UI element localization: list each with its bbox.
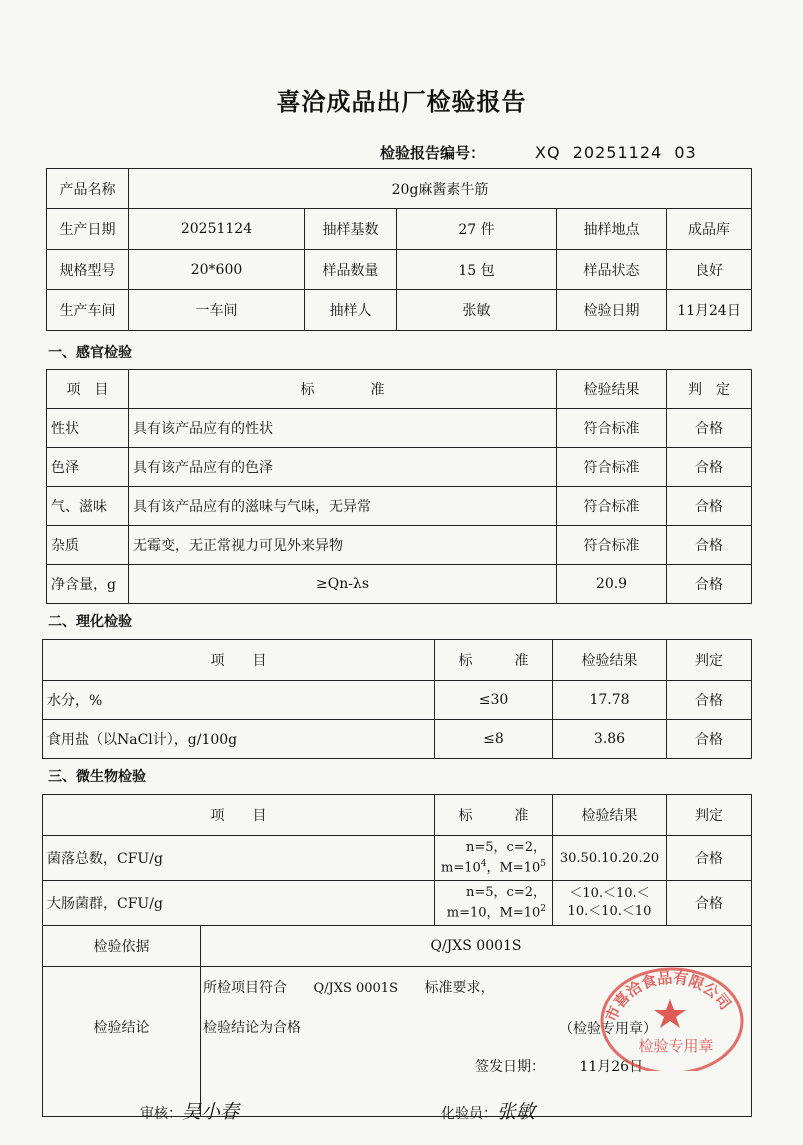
- sensory-standard: 具有该产品应有的滋味与气味，无异常: [129, 487, 557, 526]
- micro-result: 30.50.10.20.20: [553, 836, 667, 881]
- sampler-value: 张敏: [397, 290, 557, 331]
- inspect-date-label: 检验日期: [557, 290, 667, 331]
- micro-result-line2: 10.＜10.＜10: [567, 904, 652, 919]
- conclusion-line1-b: Q/JXS 0001S: [313, 981, 398, 996]
- micro-result: [553, 881, 667, 926]
- micro-standard-M: ，M=10: [486, 860, 541, 876]
- sensory-result: 符合标准: [557, 526, 667, 565]
- table-row: [43, 881, 752, 926]
- tester-signature: [441, 1097, 535, 1124]
- physchem-standard: ≤30: [435, 681, 553, 720]
- table-row: [47, 565, 752, 604]
- sensory-result: 符合标准: [557, 448, 667, 487]
- sensory-header-result: 检验结果: [557, 370, 667, 409]
- sensory-heading: 一、感官检验: [48, 345, 132, 361]
- table-row: [43, 681, 752, 720]
- reviewer-name: 吴小春: [182, 1101, 240, 1123]
- micro-result-line1: ＜10.＜10.＜: [569, 886, 650, 901]
- physchem-item: 水分，%: [43, 681, 435, 720]
- physchem-judge: 合格: [667, 720, 752, 759]
- seal-note: （检验专用章）: [559, 1021, 657, 1037]
- physchem-judge: 合格: [667, 681, 752, 720]
- conclusion-line1-c: 标准要求，: [424, 980, 495, 996]
- micro-heading: 三、微生物检验: [48, 769, 146, 785]
- report-title: 喜洽成品出厂检验报告: [276, 88, 527, 116]
- workshop-label: 生产车间: [47, 290, 129, 331]
- physchem-table: [42, 639, 752, 759]
- table-row: [43, 720, 752, 759]
- sensory-judge: 合格: [667, 409, 752, 448]
- sensory-judge: 合格: [667, 448, 752, 487]
- product-name-label: 产品名称: [47, 169, 129, 209]
- inspect-date-value: 11月24日: [667, 290, 752, 331]
- micro-standard-m-exp: 2: [540, 904, 546, 915]
- micro-standard: [435, 836, 553, 881]
- conclusion-label: 检验结论: [43, 967, 201, 1117]
- micro-standard-line2: [435, 901, 546, 921]
- sensory-header-item: 项 目: [47, 370, 129, 409]
- sensory-result: 符合标准: [557, 487, 667, 526]
- sample-state-label: 样品状态: [557, 250, 667, 290]
- tester-label: 化验员：: [441, 1106, 497, 1122]
- table-row: [47, 526, 752, 565]
- sensory-item: 净含量，g: [47, 565, 129, 604]
- conclusion-line1-a: 所检项目符合: [203, 980, 287, 996]
- sensory-judge: 合格: [667, 487, 752, 526]
- sensory-item: 色泽: [47, 448, 129, 487]
- sensory-item: 气、滋味: [47, 487, 129, 526]
- product-name-value: 20g麻酱素牛筋: [129, 169, 752, 209]
- spec-value: 20*600: [129, 250, 305, 290]
- physchem-result: 17.78: [553, 681, 667, 720]
- micro-item: 菌落总数，CFU/g: [43, 836, 435, 881]
- sample-place-label: 抽样地点: [557, 209, 667, 250]
- sensory-item: 杂质: [47, 526, 129, 565]
- table-row: [47, 487, 752, 526]
- physchem-item: 食用盐（以NaCl计），g/100g: [43, 720, 435, 759]
- sensory-standard: 无霉变，无正常视力可见外来异物: [129, 526, 557, 565]
- spec-label: 规格型号: [47, 250, 129, 290]
- sample-base-value: 27 件: [397, 209, 557, 250]
- sensory-judge: 合格: [667, 565, 752, 604]
- sensory-item: 性状: [47, 409, 129, 448]
- sensory-standard: ≥Qn-λs: [129, 565, 557, 604]
- micro-standard-m: m=10: [441, 860, 481, 876]
- sensory-header-judge: 判 定: [667, 370, 752, 409]
- production-date-value: 20251124: [129, 209, 305, 250]
- physchem-header-item: 项 目: [43, 640, 435, 681]
- sample-base-label: 抽样基数: [305, 209, 397, 250]
- inspection-seal-stamp: [596, 963, 744, 1071]
- sensory-header-standard: 标 准: [129, 370, 557, 409]
- micro-standard: [435, 881, 553, 926]
- micro-item: 大肠菌群，CFU/g: [43, 881, 435, 926]
- svg-text:市喜洽食品有限公司: 市喜洽食品有限公司: [601, 968, 735, 1025]
- basis-value: Q/JXS 0001S: [201, 926, 752, 967]
- conclusion-line1: [203, 977, 494, 997]
- micro-standard-line2: [435, 856, 546, 876]
- micro-header-item: 项 目: [43, 795, 435, 836]
- micro-standard-line1: n=5，c=2，: [466, 885, 546, 901]
- micro-standard-m: m=10，M=10: [446, 905, 541, 921]
- table-row: [47, 448, 752, 487]
- sample-qty-value: 15 包: [397, 250, 557, 290]
- conclusion-line2: 检验结论为合格: [203, 1020, 301, 1036]
- sensory-standard: 具有该产品应有的色泽: [129, 448, 557, 487]
- micro-standard-m-exp: 4: [480, 859, 487, 870]
- micro-judge: 合格: [667, 836, 752, 881]
- physchem-header-judge: 判定: [667, 640, 752, 681]
- sensory-result: 20.9: [557, 565, 667, 604]
- sample-place-value: 成品库: [667, 209, 752, 250]
- reviewer-signature: [140, 1097, 239, 1124]
- micro-header-result: 检验结果: [553, 795, 667, 836]
- production-date-label: 生产日期: [47, 209, 129, 250]
- report-number-value: XQ 20251124 03: [535, 143, 697, 162]
- issue-date-label: 签发日期：: [475, 1059, 545, 1075]
- sample-state-value: 良好: [667, 250, 752, 290]
- table-row: [47, 409, 752, 448]
- workshop-value: 一车间: [129, 290, 305, 331]
- micro-header-judge: 判定: [667, 795, 752, 836]
- sensory-judge: 合格: [667, 526, 752, 565]
- physchem-heading: 二、理化检验: [48, 614, 132, 630]
- physchem-result: 3.86: [553, 720, 667, 759]
- sensory-standard: 具有该产品应有的性状: [129, 409, 557, 448]
- micro-header-standard: 标 准: [435, 795, 553, 836]
- reviewer-label: 审核：: [140, 1106, 182, 1122]
- report-number-label: 检验报告编号：: [380, 144, 486, 162]
- product-info-table: [46, 168, 752, 331]
- tester-name: 张敏: [497, 1101, 536, 1123]
- svg-text:检验专用章: 检验专用章: [638, 1037, 714, 1055]
- table-row: [43, 836, 752, 881]
- sampler-label: 抽样人: [305, 290, 397, 331]
- micro-standard-M-exp: 5: [540, 859, 546, 870]
- sample-qty-label: 样品数量: [305, 250, 397, 290]
- issue-date-value: 11月26日: [579, 1059, 644, 1075]
- sensory-result: 符合标准: [557, 409, 667, 448]
- micro-judge: 合格: [667, 881, 752, 926]
- physchem-header-standard: 标 准: [435, 640, 553, 681]
- physchem-header-result: 检验结果: [553, 640, 667, 681]
- sensory-table: [46, 369, 752, 604]
- report-number: [380, 142, 697, 163]
- basis-label: 检验依据: [43, 926, 201, 967]
- physchem-standard: ≤8: [435, 720, 553, 759]
- micro-standard-line1: n=5，c=2，: [466, 840, 546, 856]
